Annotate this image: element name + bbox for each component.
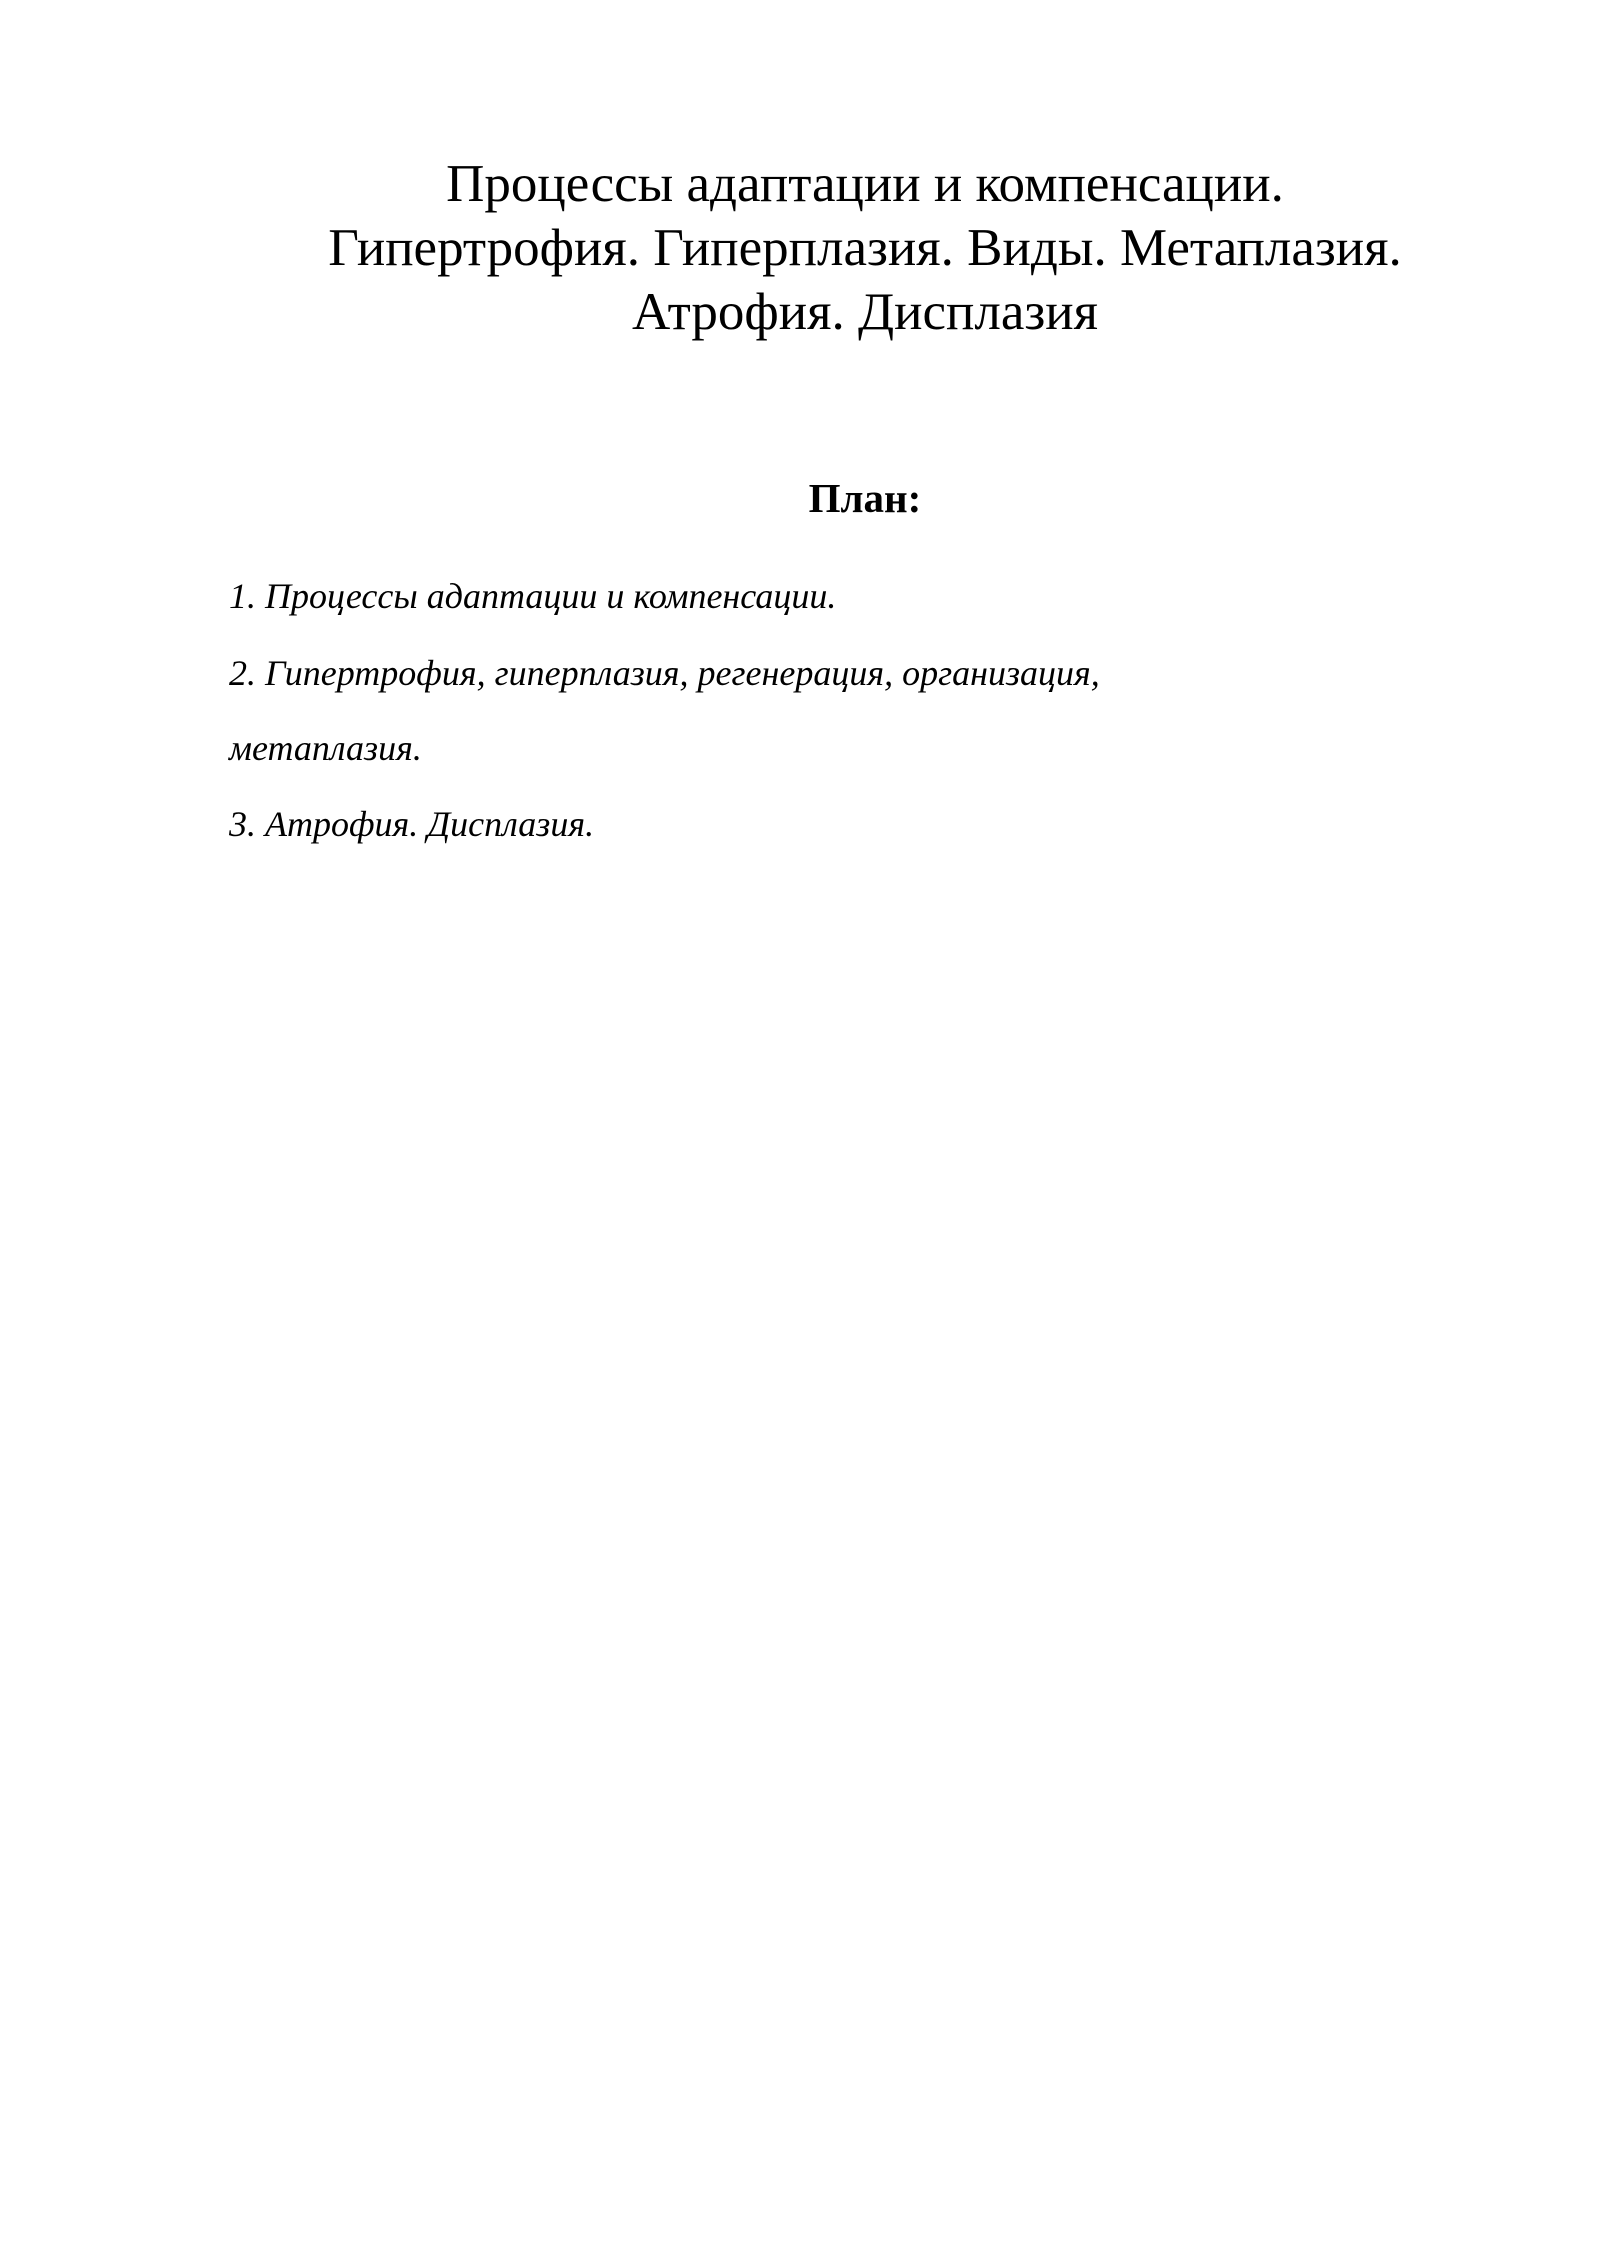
title-line-2: Гипертрофия. Гиперплазия. Виды. Метаплазия. (328, 219, 1402, 277)
document-title (200, 152, 1530, 344)
plan-item-3: 3. Атрофия. Дисплазия. (229, 804, 595, 844)
plan-item-2: 2. Гипертрофия, гиперплазия, регенерация, организация, (229, 653, 1100, 693)
plan-item-2-continuation: метаплазия. (229, 728, 422, 768)
plan-item-1: 1. Процессы адаптации и компенсации. (229, 576, 837, 616)
title-line-1: Процессы адаптации и компенсации. (446, 155, 1284, 213)
title-line-3: Атрофия. Дисплазия (631, 283, 1099, 341)
plan-heading: План: (808, 475, 922, 521)
